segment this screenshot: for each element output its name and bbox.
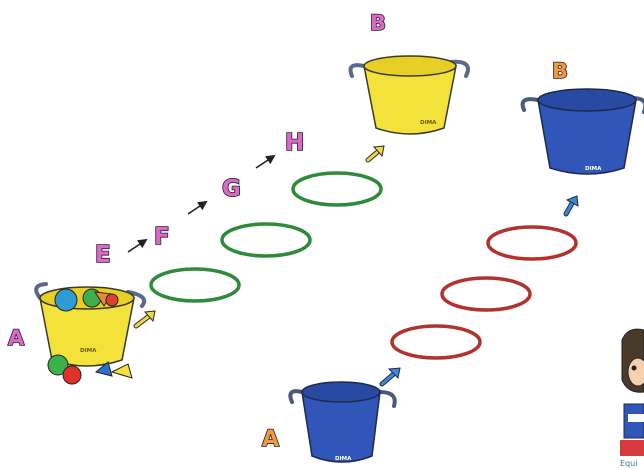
sequence-letter-h: H — [285, 130, 305, 156]
mascot-logo — [620, 329, 644, 468]
svg-text:DIMA: DIMA — [585, 166, 602, 172]
yellow-bucket-start — [36, 284, 144, 366]
red-hoop-2 — [442, 278, 530, 310]
sequence-letter-g: G — [222, 176, 241, 202]
red-hoop-3 — [392, 326, 480, 358]
green-hoop-1 — [151, 269, 239, 301]
yellow-bucket-end — [351, 56, 469, 134]
svg-text:DIMA: DIMA — [335, 456, 352, 462]
svg-text:DIMA: DIMA — [420, 120, 437, 126]
red-hoops — [392, 227, 576, 358]
sequence-arrow-3 — [256, 156, 274, 168]
red-hoop-1 — [488, 227, 576, 259]
green-hoop-3 — [293, 173, 381, 205]
right-end-label: B — [552, 59, 569, 83]
svg-text:DIMA: DIMA — [80, 348, 97, 354]
logo-caption: Equi — [620, 459, 638, 468]
right-start-label: A — [262, 427, 280, 452]
sequence-letter-e: E — [95, 242, 111, 268]
blue-bucket-start — [290, 382, 394, 462]
sequence-arrow-1 — [128, 240, 146, 252]
green-hoops — [151, 173, 381, 301]
left-start-label: A — [8, 326, 25, 350]
letter-sequence — [95, 130, 304, 268]
sequence-arrow-2 — [188, 202, 206, 214]
green-hoop-2 — [222, 224, 310, 256]
left-end-label: B — [370, 11, 387, 35]
blue-bucket-end — [523, 89, 644, 174]
sequence-letter-f: F — [154, 224, 170, 250]
